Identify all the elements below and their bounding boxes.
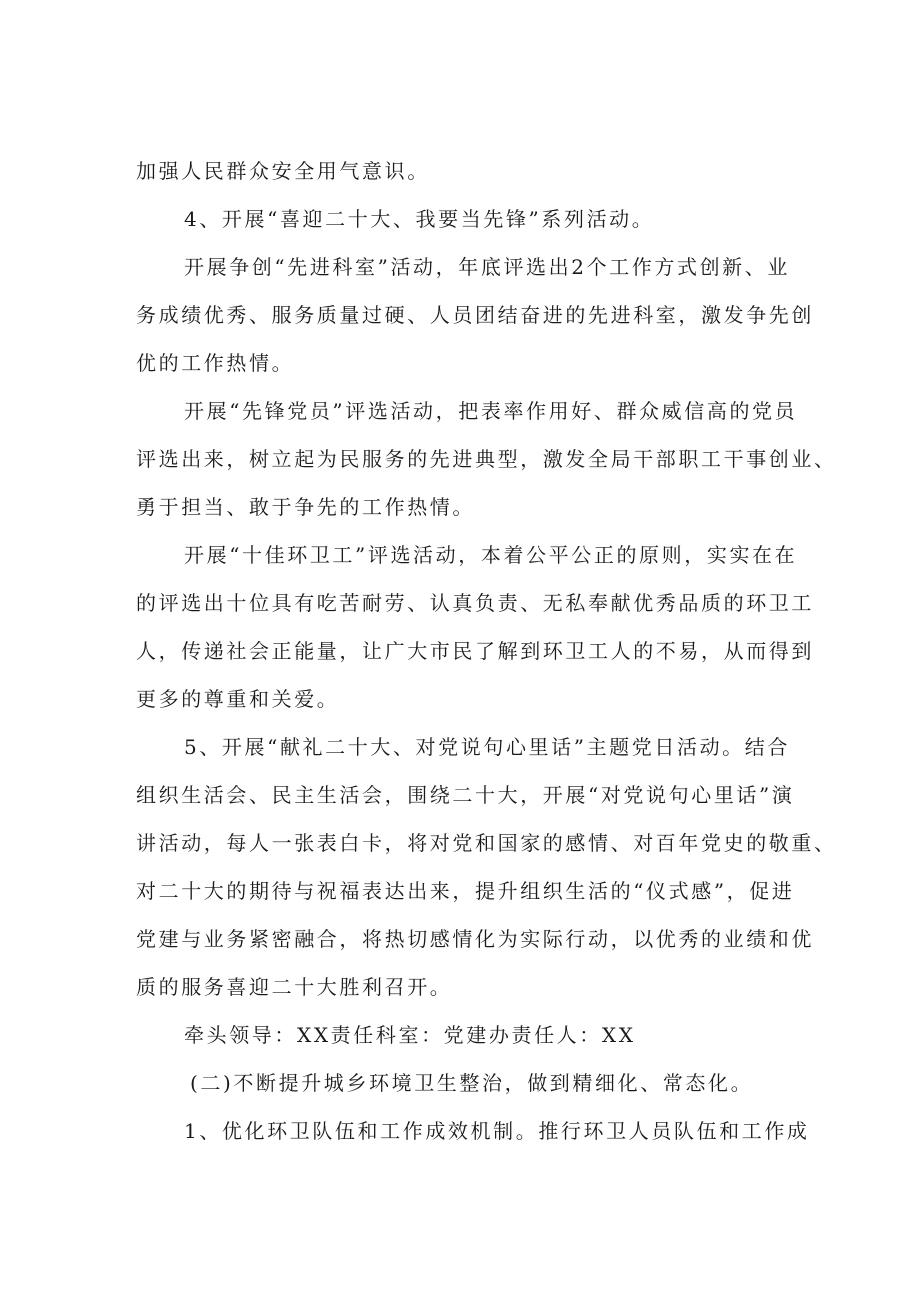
paragraph-line: 加强人民群众安全用气意识。 [136,159,430,183]
paragraph-line: 质的服务喜迎二十大胜利召开。 [136,975,453,999]
paragraph-line: 开展“先锋党员”评选活动，把表率作用好、群众威信高的党员 [184,399,798,423]
paragraph-line: 的评选出十位具有吃苦耐劳、认真负责、无私奉献优秀品质的环卫工 [136,591,814,615]
paragraph-line: 更多的尊重和关爱。 [136,687,340,711]
paragraph-line: 开展“十佳环卫工”评选活动，本着公平公正的原则，实实在在 [184,543,798,567]
paragraph-line: 组织生活会、民主生活会，围绕二十大，开展“对党说句心里话”演 [136,783,795,807]
paragraph-line: 优的工作热情。 [136,351,295,375]
section-heading-4: 4、开展“喜迎二十大、我要当先锋”系列活动。 [184,207,655,231]
paragraph-line: 务成绩优秀、服务质量过硬、人员团结奋进的先进科室，激发争先创 [136,303,814,327]
section-heading-2: (二)不断提升城乡环境卫生整治，做到精细化、常态化。 [190,1071,754,1095]
responsibility-line: 牵头领导：XX责任科室：党建办责任人：XX [184,1023,636,1047]
paragraph-line: 对二十大的期待与祝福表达出来，提升组织生活的“仪式感”，促进 [136,879,795,903]
paragraph-line: 人，传递社会正能量，让广大市民了解到环卫工人的不易，从而得到 [136,639,814,663]
section-heading-5: 5、开展“献礼二十大、对党说句心里话”主题党日活动。结合 [184,735,790,759]
paragraph-line: 讲活动，每人一张表白卡，将对党和国家的感情、对百年党史的敬重、 [136,831,837,855]
paragraph-line: 勇于担当、敢于争先的工作热情。 [136,495,475,519]
paragraph-line: 党建与业务紧密融合，将热切感情化为实际行动，以优秀的业绩和优 [136,927,814,951]
section-heading-1: 1、优化环卫队伍和工作成效机制。推行环卫人员队伍和工作成 [184,1119,810,1143]
paragraph-line: 评选出来，树立起为民服务的先进典型，激发全局干部职工干事创业、 [136,447,837,471]
paragraph-line: 开展争创“先进科室”活动，年底评选出2个工作方式创新、业 [184,255,790,279]
